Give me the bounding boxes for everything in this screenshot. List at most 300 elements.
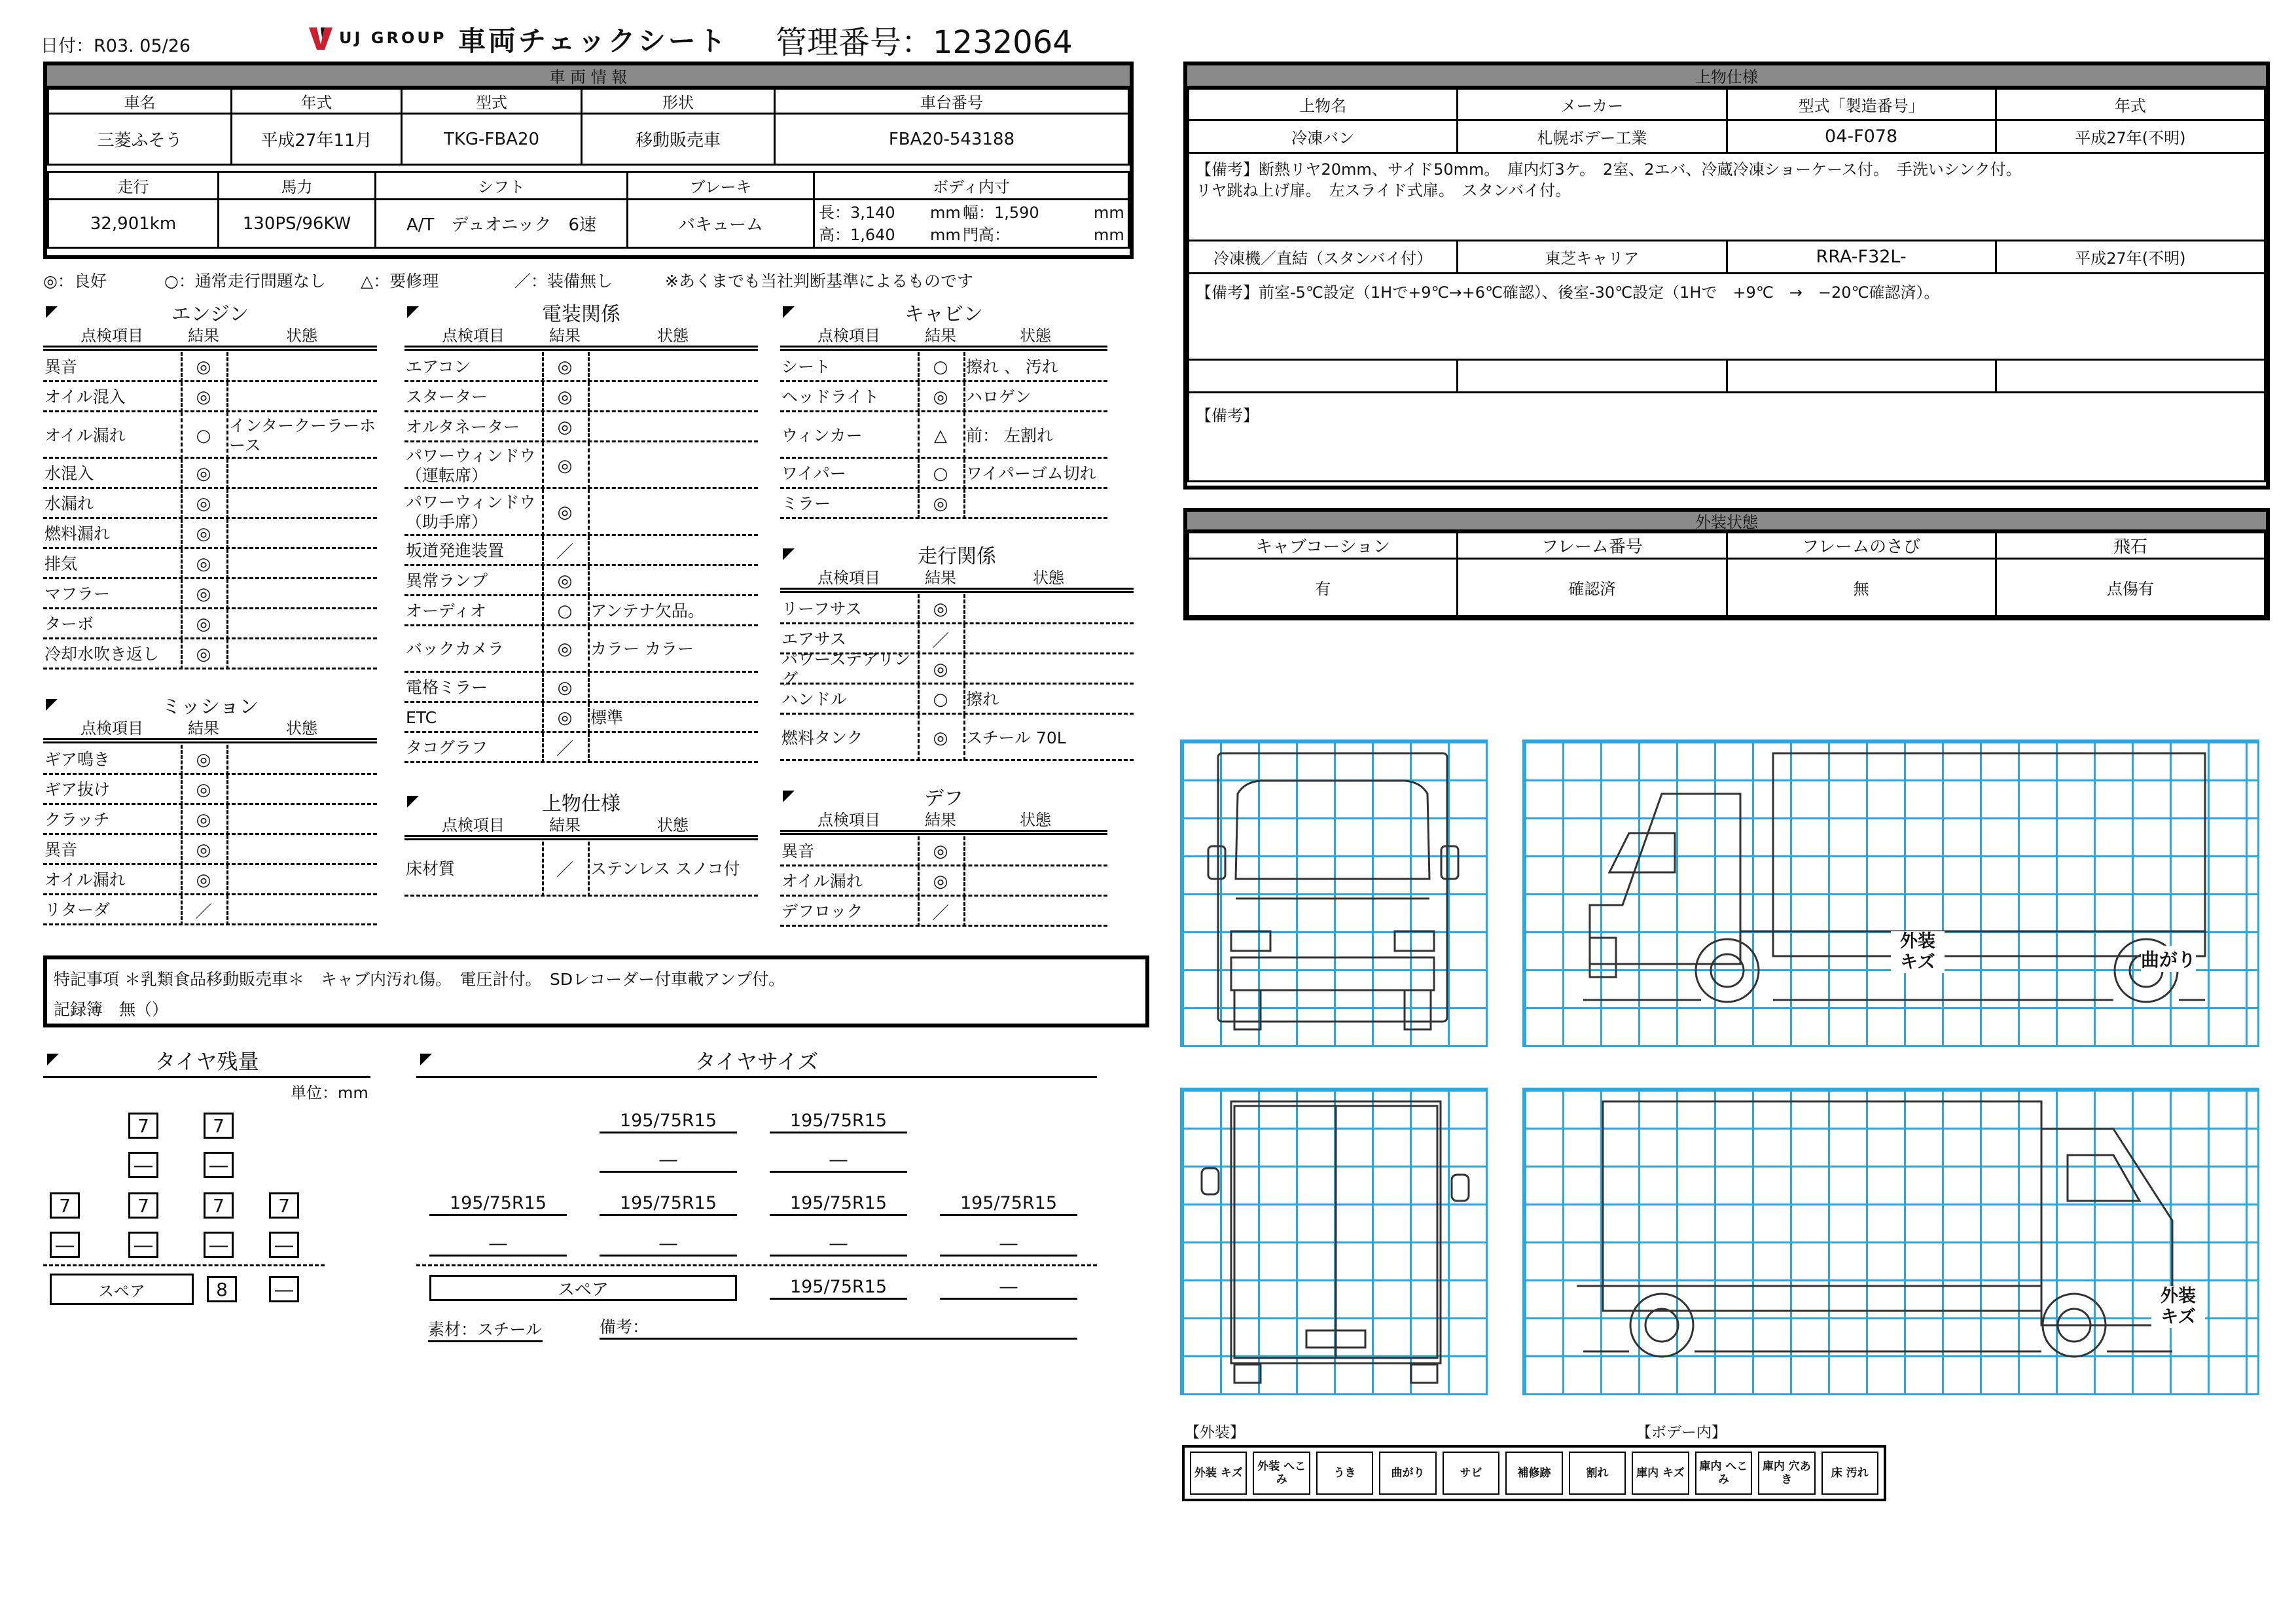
- check-item-name: 異音: [781, 842, 815, 861]
- tire-size-rear-2-2: ―: [600, 1233, 737, 1257]
- running-title: 走行関係: [918, 545, 996, 568]
- legend-ok: ○：通常走行問題なし: [164, 272, 326, 291]
- col-item: 点検項目: [817, 568, 880, 587]
- cab-caution-value: 有: [1189, 559, 1458, 616]
- check-state: 標準: [590, 707, 624, 727]
- stone-chip-value: 点傷有: [1996, 559, 2265, 616]
- check-state: [229, 549, 376, 579]
- check-state: [966, 594, 1132, 624]
- check-row: [780, 382, 1107, 412]
- body-dims-value: [814, 200, 1129, 248]
- tire-rear-2-2: ―: [128, 1232, 158, 1258]
- tire-rear-1-2: ―: [50, 1232, 80, 1258]
- width-label: 幅：1,590: [963, 203, 1039, 222]
- check-result: ◎: [557, 571, 573, 591]
- check-item-name: オイル漏れ: [45, 425, 126, 445]
- col-state: 状態: [657, 326, 689, 345]
- record-book-line: 記録簿 無（）: [54, 1000, 169, 1019]
- col-result: 結果: [549, 326, 581, 345]
- tire-size-front-left-2: ―: [600, 1149, 737, 1173]
- tire-size-rear-3-2: ―: [770, 1233, 907, 1257]
- check-item-name: 異音: [45, 840, 78, 859]
- check-item-name: 水混入: [45, 464, 94, 484]
- check-row: [404, 596, 758, 626]
- check-row: [780, 685, 1134, 715]
- check-row: [780, 836, 1107, 866]
- check-row: [43, 609, 377, 639]
- check-state: [229, 835, 376, 865]
- upper-note-1: [1189, 153, 2265, 241]
- check-state: [229, 382, 376, 412]
- check-state: カラー カラー: [590, 639, 694, 659]
- upper-note-3: 【備考】: [1189, 393, 2265, 482]
- col-item: 点検項目: [442, 326, 505, 345]
- check-state: スチール 70L: [966, 728, 1066, 747]
- check-result: ◎: [196, 494, 211, 514]
- check-result: ／: [556, 861, 573, 881]
- check-item-name: デフロック: [781, 902, 863, 921]
- brake-value: バキューム: [628, 200, 814, 248]
- check-item-name: 異常ランプ: [406, 571, 488, 590]
- refrigerator-maker: 東芝キャリア: [1458, 241, 1727, 274]
- check-row: [404, 626, 758, 673]
- hp-value: 130PS/96KW: [219, 200, 376, 248]
- empty-cell: [1189, 360, 1458, 393]
- check-row: [404, 536, 758, 566]
- check-state: [590, 566, 757, 596]
- chassis-value: FBA20-543188: [775, 114, 1129, 165]
- col-item: 点検項目: [817, 326, 880, 345]
- stone-chip-header: 飛石: [1996, 533, 2265, 559]
- check-result: ◎: [557, 387, 573, 407]
- diff-title: デフ: [924, 787, 963, 810]
- check-result: ○: [933, 690, 948, 709]
- check-state: ステンレス スノコ付: [590, 859, 740, 878]
- tire-rear-1: 7: [50, 1192, 80, 1219]
- mileage-value: 32,901km: [48, 200, 219, 248]
- check-state: ハロゲン: [966, 387, 1031, 406]
- refrigerator-year: 平成27年(不明): [1996, 241, 2265, 274]
- shape-value: 移動販売車: [582, 114, 775, 165]
- tire-size-rear-4: 195/75R15: [940, 1192, 1077, 1216]
- tire-size-spare-value-2: ―: [940, 1276, 1077, 1300]
- truck-left-side-icon: [1524, 1090, 2257, 1393]
- check-result: ／: [556, 543, 573, 563]
- tire-remain-title: タイヤ残量: [154, 1049, 259, 1074]
- legend-repair: △：要修理: [361, 272, 439, 291]
- empty-cell: [1996, 360, 2265, 393]
- col-result: 結果: [925, 568, 956, 587]
- check-item-name: バックカメラ: [406, 639, 505, 659]
- check-result: ○: [933, 357, 948, 377]
- check-state: アンテナ欠品。: [590, 601, 705, 620]
- check-state: [229, 639, 376, 669]
- check-row: [43, 745, 377, 775]
- tire-size-rear-3: 195/75R15: [770, 1192, 907, 1216]
- exterior-box: [1183, 508, 2270, 620]
- check-state: [229, 489, 376, 519]
- upper-spec-box: [1183, 62, 2270, 490]
- check-item-name: オルタネーター: [406, 418, 520, 437]
- tire-front-left: 7: [128, 1113, 158, 1139]
- check-result: ／: [194, 902, 212, 922]
- check-state: [229, 579, 376, 609]
- check-row: [780, 897, 1107, 927]
- check-row: [43, 835, 377, 865]
- maker-value: 札幌ボデー工業: [1458, 120, 1727, 153]
- check-result: ◎: [933, 599, 948, 619]
- check-row: [404, 703, 758, 733]
- tire-size-spare-label: スペア: [429, 1275, 737, 1301]
- upper-name-value: 冷凍バン: [1189, 120, 1458, 153]
- check-item-name: オイル漏れ: [781, 872, 863, 891]
- check-result: ／: [931, 631, 949, 651]
- check-result: ◎: [933, 660, 948, 679]
- damage-legend-item: 庫内 穴あき: [1758, 1452, 1815, 1495]
- shift-value: A/T デュオニック 6速: [376, 200, 628, 248]
- upper-year-header: 年式: [1996, 89, 2265, 120]
- check-row: [43, 895, 377, 925]
- tire-memo: 備考：: [600, 1314, 1077, 1340]
- check-result: ◎: [557, 455, 573, 476]
- upper-spec-title: 上物仕様: [1187, 65, 2266, 88]
- check-row: [780, 594, 1134, 624]
- check-row: [780, 459, 1107, 489]
- check-result: △: [934, 425, 947, 446]
- door-height-label: 門高：: [963, 225, 1010, 244]
- check-row: [780, 715, 1134, 761]
- length-unit: mm: [930, 203, 961, 222]
- tire-size-title: タイヤサイズ: [694, 1049, 819, 1074]
- tire-rear-3-2: ―: [204, 1232, 234, 1258]
- check-state: [590, 489, 757, 535]
- check-result: ○: [557, 601, 573, 621]
- tire-size-front-right: 195/75R15: [770, 1110, 907, 1133]
- tire-spare-value: 8: [207, 1276, 237, 1302]
- check-row: [404, 412, 758, 442]
- check-state: [229, 895, 376, 925]
- check-row: [404, 489, 758, 535]
- frame-number-header: フレーム番号: [1458, 533, 1727, 559]
- car-name-header: 車名: [48, 89, 232, 114]
- refrigerator-model: RRA-F32L-: [1727, 241, 1996, 274]
- vehicle-info-table-1: [47, 88, 1130, 166]
- check-row: [404, 352, 758, 382]
- car-name-value: 三菱ふそう: [48, 114, 232, 165]
- logo-text: UJ GROUP: [339, 29, 447, 47]
- length-label: 長：3,140: [819, 203, 895, 222]
- legend-none: ／：装備無し: [514, 272, 613, 291]
- check-item-name: 異音: [45, 357, 78, 376]
- check-row: [404, 673, 758, 703]
- legend-note: ※あくまでも当社判断基準によるものです: [665, 272, 973, 291]
- check-state: [966, 624, 1132, 654]
- damage-legend-item: 曲がり: [1379, 1452, 1436, 1495]
- damage-label-line1: 外装: [1900, 931, 1935, 952]
- check-result: ◎: [196, 584, 211, 605]
- col-state: 状態: [657, 815, 689, 834]
- damage-legend-item: 割れ: [1569, 1452, 1626, 1495]
- body-dims-header: ボディ内寸: [814, 172, 1129, 200]
- check-state: [966, 489, 1106, 519]
- check-item-name: ワイパー: [781, 464, 846, 484]
- damage-legend-item: 外装 キズ: [1190, 1452, 1247, 1495]
- check-state: [590, 412, 757, 442]
- height-label: 高：1,640: [819, 225, 895, 244]
- upper-note-1-line1: 【備考】断熱リヤ20mm、サイド50mm。 庫内灯3ケ。 2室、2エバ、冷蔵冷凍ショーケース付。 手洗いシンク付。: [1196, 160, 2022, 179]
- check-result: ◎: [196, 780, 211, 800]
- check-result: ◎: [196, 524, 211, 544]
- upper-note-1-line2: リヤ跳ね上げ扉。 左スライド式扉。 スタンバイ付。: [1196, 181, 1571, 200]
- cabin-title: キャビン: [905, 303, 983, 326]
- vehicle-info-title: 車 両 情 報: [47, 65, 1130, 88]
- damage-legend-item: 庫内 へこみ: [1695, 1452, 1752, 1495]
- vehicle-info-table-2: [47, 171, 1130, 249]
- check-row: [404, 566, 758, 596]
- tire-size-rear-1-2: ―: [429, 1233, 567, 1257]
- check-state: [229, 459, 376, 489]
- maker-header: メーカー: [1458, 89, 1727, 120]
- management-number: 管理番号：1232064: [776, 24, 1073, 61]
- empty-cell: [1458, 360, 1727, 393]
- check-item-name: クラッチ: [45, 810, 110, 829]
- tire-front-right: 7: [204, 1113, 234, 1139]
- check-row: [43, 412, 377, 459]
- col-item: 点検項目: [81, 719, 143, 738]
- tire-rear-4: 7: [269, 1192, 299, 1219]
- check-item-name: リーフサス: [781, 599, 862, 618]
- check-row: [43, 775, 377, 805]
- check-state: インタークーラーホース: [229, 416, 376, 455]
- check-result: ◎: [933, 842, 948, 861]
- check-row: [43, 865, 377, 895]
- serial-header: 型式「製造番号」: [1727, 89, 1996, 120]
- tire-remain-unit: 単位：mm: [291, 1084, 368, 1102]
- cab-caution-header: キャブコーション: [1189, 533, 1458, 559]
- tire-size-front-left: 195/75R15: [600, 1110, 737, 1133]
- company-logo: [308, 22, 446, 54]
- check-item-name: エアコン: [406, 357, 471, 376]
- col-result: 結果: [188, 719, 219, 738]
- special-notes-box: [43, 955, 1149, 1027]
- check-item-name: 床材質: [406, 859, 456, 878]
- truck-right-side-diagram: [1522, 740, 2259, 1047]
- truck-rear-diagram: [1180, 1088, 1488, 1395]
- check-item-name: 坂道発進装置: [406, 541, 505, 560]
- check-state: [590, 382, 757, 412]
- height-unit: mm: [930, 225, 961, 244]
- serial-value: 04-F078: [1727, 120, 1996, 153]
- electric-title: 電装関係: [542, 303, 620, 326]
- check-item-name: タコグラフ: [406, 738, 488, 757]
- upper-spec-table: [1187, 88, 2266, 482]
- check-result: ◎: [196, 645, 211, 665]
- check-state: ワイパーゴム切れ: [966, 464, 1096, 484]
- exterior-title: 外装状態: [1187, 512, 2266, 531]
- check-item-name: 水漏れ: [45, 494, 94, 514]
- col-result: 結果: [188, 326, 219, 345]
- check-result: ◎: [196, 615, 211, 635]
- tire-remain-section: [43, 1047, 370, 1300]
- upper-year-value: 平成27年(不明): [1996, 120, 2265, 153]
- check-state: [966, 866, 1106, 897]
- check-result: ◎: [196, 554, 211, 575]
- check-state: [229, 745, 376, 775]
- tire-rear-2: 7: [128, 1192, 158, 1219]
- check-state: [590, 673, 757, 703]
- check-result: ／: [556, 740, 573, 760]
- check-state: [229, 865, 376, 895]
- tire-size-spare-value: 195/75R15: [770, 1276, 907, 1300]
- check-item-name: パワーウィンドウ（運転席）: [406, 446, 536, 485]
- model-value: TKG-FBA20: [402, 114, 582, 165]
- tire-spare-label: スペア: [50, 1274, 194, 1305]
- check-row: [780, 489, 1107, 519]
- check-item-name: 燃料タンク: [781, 728, 863, 747]
- width-unit: mm: [1094, 203, 1124, 222]
- check-result: ◎: [557, 357, 573, 377]
- truck-rear-icon: [1182, 1090, 1486, 1393]
- tire-size-section: [416, 1047, 1103, 1348]
- check-state: [590, 536, 757, 566]
- check-row: [780, 352, 1107, 382]
- check-row: [780, 650, 1134, 688]
- check-state: 擦れ: [966, 690, 999, 709]
- damage-legend-item: 庫内 キズ: [1632, 1452, 1689, 1495]
- check-result: ◎: [933, 872, 948, 891]
- check-state: [229, 775, 376, 805]
- damage-legend-boxes: [1182, 1445, 1886, 1501]
- check-item-name: エアサス: [781, 630, 847, 649]
- frame-rust-value: 無: [1727, 559, 1996, 616]
- col-state: 状態: [1020, 810, 1051, 829]
- exterior-table: [1187, 531, 2266, 617]
- check-row: [404, 382, 758, 412]
- damage-label-line2: キズ: [2161, 1307, 2196, 1327]
- check-row: [43, 352, 377, 382]
- damage-label-line1: 外装: [2161, 1286, 2196, 1306]
- check-state: [590, 442, 757, 489]
- check-item-name: ウィンカー: [781, 425, 863, 445]
- check-item-name: ヘッドライト: [781, 387, 880, 406]
- check-item-name: ETC: [406, 707, 437, 727]
- tire-spare-value-2: ―: [269, 1276, 299, 1302]
- tire-front-right-2: ―: [204, 1152, 234, 1178]
- special-notes-line1: 特記事項 ＊乳類食品移動販売車＊ キャブ内汚れ傷。 電圧計付。 SDレコーダー付車載アンプ付。: [54, 970, 785, 989]
- col-state: 状態: [1020, 326, 1051, 345]
- check-result: ◎: [557, 639, 573, 660]
- damage-legend-item: サビ: [1443, 1452, 1499, 1495]
- check-state: [966, 897, 1106, 927]
- col-result: 結果: [549, 815, 581, 834]
- col-state: 状態: [286, 719, 317, 738]
- check-state: [229, 609, 376, 639]
- check-state: [966, 654, 1132, 685]
- upper-note-2: 【備考】前室-5℃設定（1Hで+9℃→+6℃確認）、後室-30℃設定（1Hで +9℃ → −20℃確認済）。: [1189, 274, 2265, 360]
- check-row: [43, 805, 377, 835]
- col-result: 結果: [925, 326, 956, 345]
- damage-legend-item: 補修跡: [1505, 1452, 1562, 1495]
- col-result: 結果: [925, 810, 956, 829]
- check-result: ◎: [557, 502, 573, 522]
- mileage-header: 走行: [48, 172, 219, 200]
- logo-mark-icon: [308, 25, 334, 51]
- damage-label-scratch: [1891, 931, 1945, 973]
- check-result: ◎: [557, 677, 573, 698]
- check-row: [43, 549, 377, 579]
- check-row: [43, 382, 377, 412]
- engine-title: エンジン: [171, 303, 249, 326]
- frame-number-value: 確認済: [1458, 559, 1727, 616]
- tire-size-rear-2: 195/75R15: [600, 1192, 737, 1216]
- truck-left-side-diagram: [1522, 1088, 2259, 1395]
- year-value: 平成27年11月: [232, 114, 402, 165]
- col-state: 状態: [1033, 568, 1064, 587]
- check-state: [229, 805, 376, 835]
- check-row: [404, 733, 758, 763]
- check-result: ◎: [196, 387, 211, 407]
- check-state: [229, 519, 376, 549]
- check-result: ◎: [196, 750, 211, 770]
- damage-label-scratch-left: [2151, 1286, 2205, 1328]
- check-state: 擦れ 、 汚れ: [966, 357, 1058, 376]
- vehicle-info-box: [43, 62, 1134, 259]
- check-result: ◎: [196, 357, 211, 377]
- check-state: [229, 352, 376, 382]
- check-item-name: スターター: [406, 387, 488, 406]
- check-result: ◎: [196, 810, 211, 830]
- check-state: [590, 733, 757, 763]
- check-item-name: ハンドル: [781, 690, 848, 709]
- tire-size-front-right-2: ―: [770, 1149, 907, 1173]
- tire-rear-4-2: ―: [269, 1232, 299, 1258]
- result-legend: [43, 268, 1156, 292]
- check-result: ◎: [557, 418, 573, 437]
- hp-header: 馬力: [219, 172, 376, 200]
- check-result: ◎: [196, 464, 211, 484]
- check-item-name: 電格ミラー: [406, 677, 488, 697]
- check-result: ◎: [196, 840, 211, 860]
- damage-label-line2: キズ: [1900, 952, 1935, 972]
- year-header: 年式: [232, 89, 402, 114]
- check-row: [404, 442, 758, 489]
- check-item-name: ギア鳴き: [45, 750, 111, 769]
- check-item-name: パワーウィンドウ（助手席）: [406, 492, 536, 531]
- frame-rust-header: フレームのさび: [1727, 533, 1996, 559]
- check-row: [780, 866, 1107, 897]
- check-result: ◎: [933, 494, 948, 514]
- check-row: [43, 639, 377, 669]
- check-item-name: 燃料漏れ: [45, 524, 111, 544]
- check-row: [43, 489, 377, 519]
- truck-right-side-icon: [1524, 741, 2257, 1045]
- check-item-name: ミラー: [781, 494, 831, 514]
- truck-front-diagram: [1180, 740, 1488, 1047]
- damage-legend-item: 外装 へこみ: [1253, 1452, 1310, 1495]
- brake-header: ブレーキ: [628, 172, 814, 200]
- damage-legend-item: うき: [1316, 1452, 1373, 1495]
- check-item-name: オーディオ: [406, 601, 487, 620]
- damage-legend-item: 床 汚れ: [1821, 1452, 1878, 1495]
- check-item-name: 排気: [45, 554, 78, 574]
- check-item-name: ターボ: [45, 615, 94, 634]
- damage-legend-body-label: 【ボデー内】: [1636, 1424, 1727, 1441]
- col-item: 点検項目: [442, 815, 505, 834]
- check-item-name: ギア抜け: [45, 780, 111, 799]
- check-result: ◎: [933, 728, 948, 748]
- check-result: ◎: [196, 870, 211, 890]
- mission-title: ミッション: [161, 696, 259, 719]
